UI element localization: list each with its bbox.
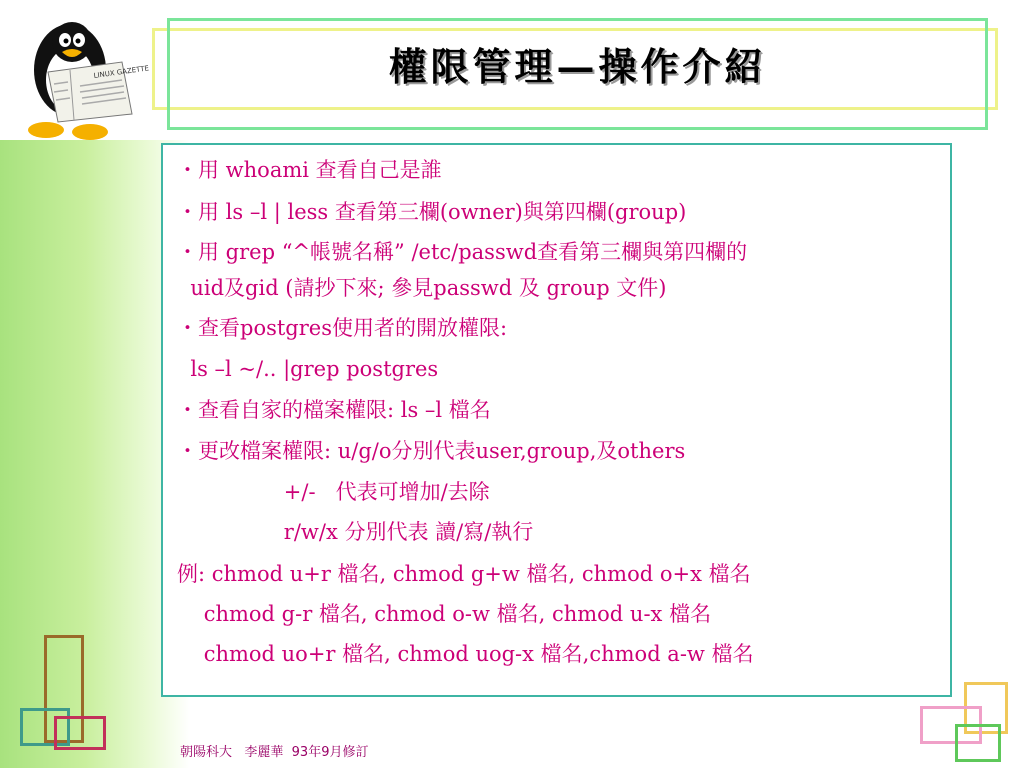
penguin-reading-newspaper-logo bbox=[10, 12, 150, 142]
bullet-line: ・查看自家的檔案權限: ls –l 檔名 bbox=[177, 398, 491, 422]
bullet-line: ls –l ~/.. |grep postgres bbox=[177, 357, 439, 381]
footer-credit: 朝陽科大 李麗華 93年9月修訂 bbox=[180, 745, 369, 760]
bullet-line: +/- 代表可增加/去除 bbox=[177, 480, 490, 504]
example-line: chmod uo+r 檔名, chmod uog-x 檔名,chmod a-w 檔名 bbox=[177, 642, 754, 666]
deco-square-green bbox=[955, 724, 1001, 762]
slide-title: 權限管理—操作介紹 bbox=[388, 44, 767, 89]
bullet-line: ・用 grep “^帳號名稱” /etc/passwd查看第三欄與第四欄的 bbox=[177, 240, 748, 264]
bullet-line: r/w/x 分別代表 讀/寫/執行 bbox=[177, 520, 534, 544]
bullet-line: ・更改檔案權限: u/g/o分別代表user,group,及others bbox=[177, 439, 686, 463]
example-line: 例: chmod u+r 檔名, chmod g+w 檔名, chmod o+x 檔名 bbox=[177, 562, 751, 586]
content-box bbox=[161, 143, 952, 697]
bullet-line: ・用 whoami 查看自己是誰 bbox=[177, 158, 442, 182]
newspaper-logo-text: LINUX GAZETTE bbox=[93, 64, 150, 80]
bullet-line: ・用 ls –l | less 查看第三欄(owner)與第四欄(group) bbox=[177, 200, 687, 224]
bullet-line: uid及gid (請抄下來; 參見passwd 及 group 文件) bbox=[177, 276, 667, 300]
bullet-line: ・查看postgres使用者的開放權限: bbox=[177, 316, 508, 340]
deco-square-red bbox=[54, 716, 106, 750]
example-line: chmod g-r 檔名, chmod o-w 檔名, chmod u-x 檔名 bbox=[177, 602, 712, 626]
